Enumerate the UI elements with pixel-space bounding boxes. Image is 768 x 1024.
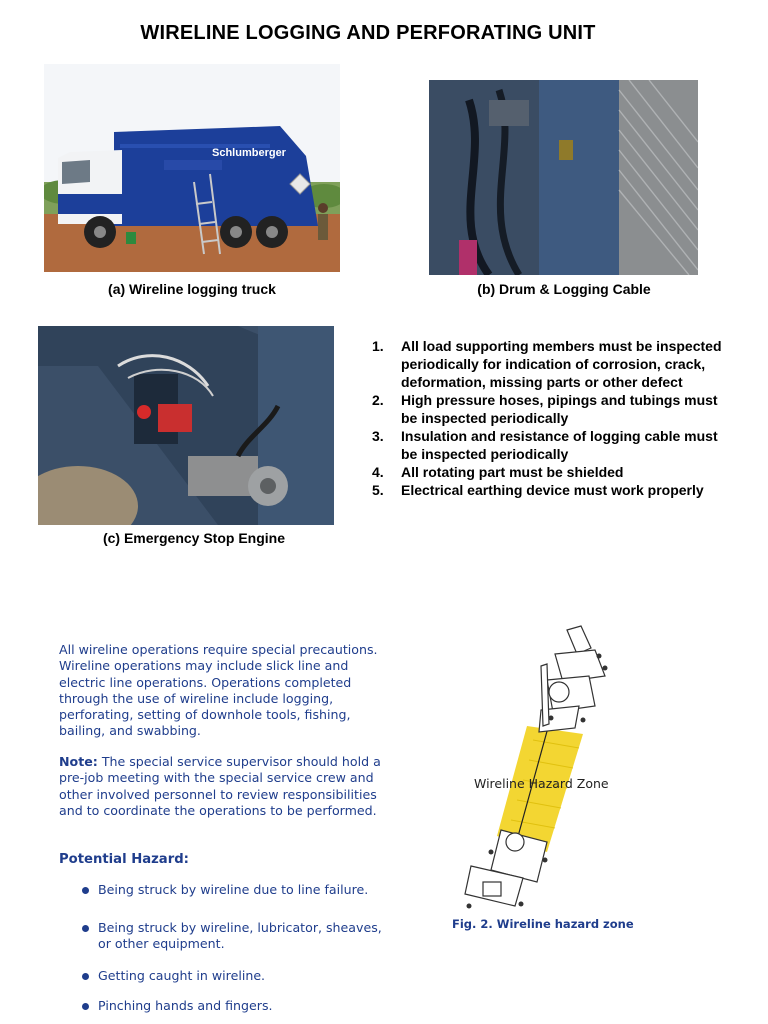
rule-text: All load supporting members must be inspected periodically for indication of corrosion, crack, deformation, missing parts or other defect [401,338,722,390]
rule-item [372,391,732,427]
engine-caption: (c) Emergency Stop Engine [102,530,286,546]
hazard-text: Getting caught in wireline. [98,968,266,983]
truck-brand-text: Schlumberger [212,147,286,159]
rule-item [372,481,732,499]
intro-paragraph: All wireline operations require special precautions. Wireline operations may include slick line and electric line operations. Operations completed through the use of wireline include logging, perforating, setting of downhole tools, fishing, bailing, and swabbing. [59,642,378,739]
rule-text: High pressure hoses, pipings and tubings must be inspected periodically [401,392,718,426]
rule-number: 4. [372,464,384,480]
bullet-icon [82,973,89,980]
rule-text: Insulation and resistance of logging cable must be inspected periodically [401,428,718,462]
rule-text: Electrical earthing device must work properly [401,482,704,498]
bullet-icon [82,1003,89,1010]
rule-number: 5. [372,482,384,498]
note-paragraph [59,754,389,819]
hazard-text: Being struck by wireline due to line failure. [98,882,369,897]
rule-number: 1. [372,338,384,354]
truck-caption: (a) Wireline logging truck [108,281,276,297]
figure-caption: Fig. 2. Wireline hazard zone [452,917,634,931]
rule-number: 2. [372,392,384,408]
hazard-zone-label: Wireline Hazard Zone [474,776,609,791]
drum-photo [429,80,698,275]
rule-item [372,337,732,391]
bullet-icon [82,925,89,932]
hazard-zone-figure [455,620,625,912]
rule-item [372,463,732,481]
note-label: Note: [59,754,98,769]
hazard-text: Pinching hands and fingers. [98,998,273,1013]
page-title: WIRELINE LOGGING AND PERFORATING UNIT [140,22,596,44]
rule-number: 3. [372,428,384,444]
drum-caption: (b) Drum & Logging Cable [477,281,651,297]
engine-photo [38,326,334,525]
inspection-rules-list [372,337,732,499]
hazard-text: Being struck by wireline, lubricator, sheaves, or other equipment. [98,920,382,952]
bullet-icon [82,887,89,894]
truck-photo [44,64,340,272]
rule-item [372,427,732,463]
hazard-heading: Potential Hazard: [59,852,189,867]
note-text: The special service supervisor should hold a pre-job meeting with the special service crew and other involved personnel to review responsibilities and to coordinate the operations to be performed. [59,754,381,818]
rule-text: All rotating part must be shielded [401,464,624,480]
